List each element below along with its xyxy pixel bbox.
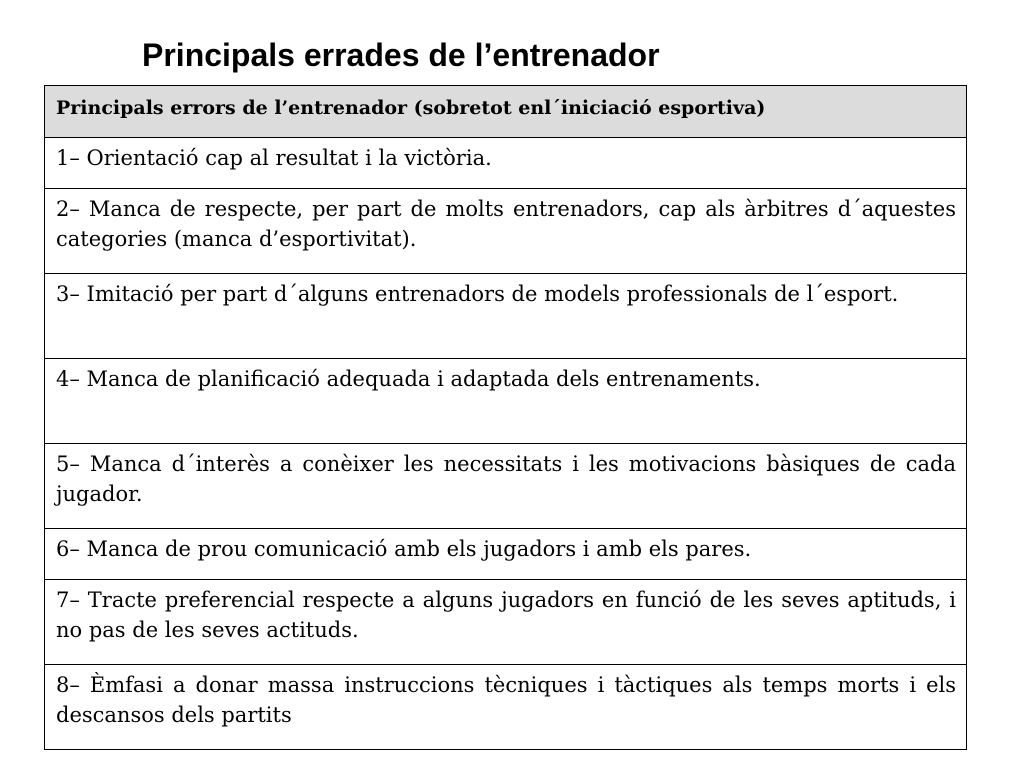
table-row [45,189,967,274]
table-row [45,665,967,750]
table-row [45,138,967,189]
table-row [45,274,967,359]
table-header-cell: Principals errors de l’entrenador (sobretot enl´iniciació esportiva) [45,86,967,138]
table-cell-2: 2– Manca de respecte, per part de molts entrenadors, cap als àrbitres d´aquestes categories (manca d’esportivitat). [45,189,967,274]
table-cell-1: 1– Orientació cap al resultat i la victòria. [45,138,967,189]
table-row [45,444,967,529]
errors-table [44,85,967,750]
table-cell-8: 8– Èmfasi a donar massa instruccions tècniques i tàctiques als temps morts i els descansos dels partits [45,665,967,750]
table-cell-5: 5– Manca d´interès a conèixer les necessitats i les motivacions bàsiques de cada jugador. [45,444,967,529]
table-cell-6: 6– Manca de prou comunicació amb els jugadors i amb els pares. [45,529,967,580]
table-row [45,580,967,665]
table-cell-4: 4– Manca de planificació adequada i adaptada dels entrenaments. [45,359,967,444]
slide-title: Principals errades de l’entrenador [142,37,660,73]
table-cell-3: 3– Imitació per part d´alguns entrenadors de models professionals de l´esport. [45,274,967,359]
table-row [45,359,967,444]
table-header-row [45,86,967,138]
table-cell-7: 7– Tracte preferencial respecte a alguns jugadors en funció de les seves aptituds, i no pas de les seves actituds. [45,580,967,665]
table-row [45,529,967,580]
